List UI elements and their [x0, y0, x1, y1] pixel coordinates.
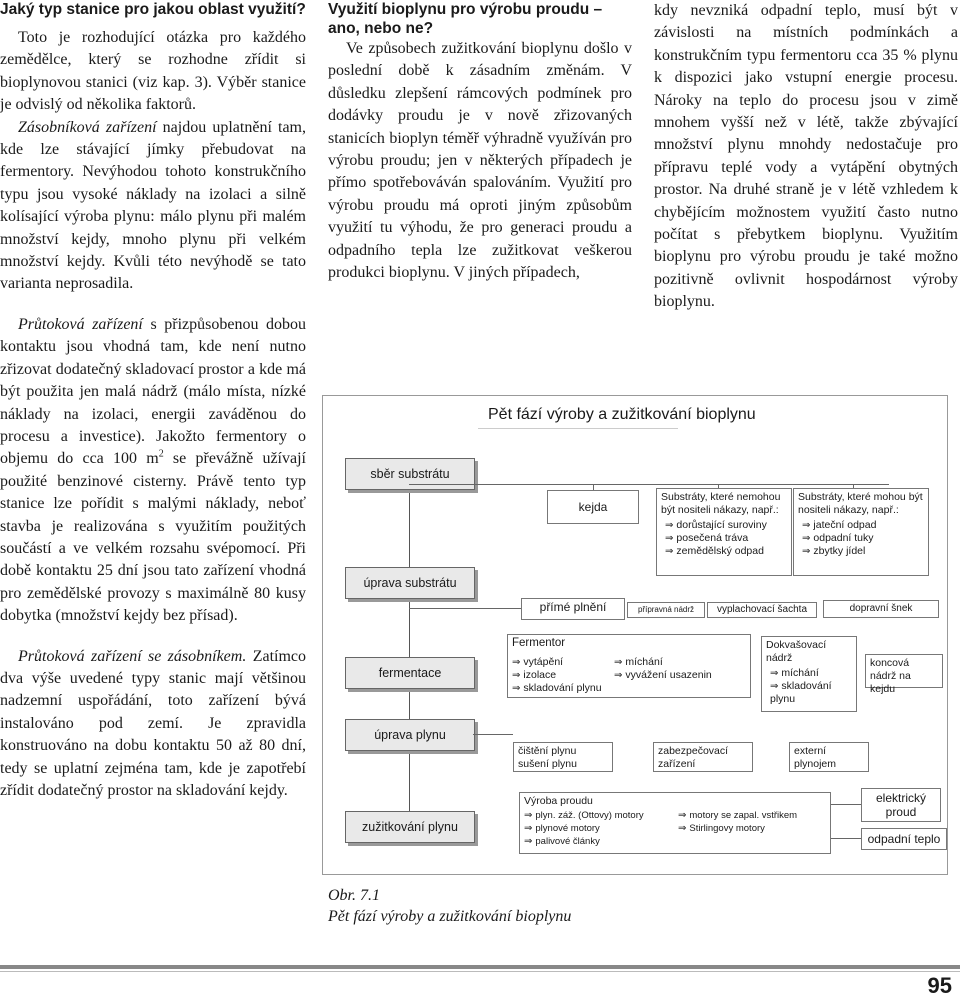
- arrow-icon: ⇒: [802, 533, 811, 544]
- arrow-icon: ⇒: [802, 546, 811, 557]
- fermentor-box: [507, 634, 751, 698]
- col1-p3-emphasis: Průtoková zařízení: [18, 315, 143, 333]
- vyroba-item: ⇒ motory se zapal. vstřikem: [678, 810, 798, 821]
- footer-rule-thin: [0, 971, 960, 972]
- arrow-icon: ⇒: [770, 668, 779, 679]
- stage-collection: sběr substrátu: [345, 458, 475, 490]
- fermentor-item: ⇒ izolace: [512, 669, 557, 681]
- electric-power-box: elektrický proud: [861, 788, 941, 822]
- power-generation-box: [519, 792, 831, 854]
- substrates-infection: [793, 488, 929, 576]
- col1-p3-text-a: s přizpůsobenou dobou kontaktu jsou vhodná tam, kde není nutno zřizovat dodatečný skladovací prostor a kde má být použita jen malá nádrž (málo místa, nízké náklady na izolaci, energii zaváděnou do procesu a investice). Jakožto fermentory o objemu do cca 100 m: [0, 315, 306, 468]
- sub-no-item: ⇒ zemědělský odpad: [665, 545, 764, 557]
- column-2: [328, 0, 632, 284]
- col2-heading: Využití bioplynu pro výrobu proudu – ano, nebo ne?: [328, 1, 603, 37]
- fermentor-item: ⇒ míchání: [614, 656, 663, 668]
- safety-devices-box: zabezpečovací zařízení: [653, 742, 753, 772]
- vyroba-item: ⇒ plyn. záž. (Ottovy) motory: [524, 810, 644, 821]
- col1-heading: Jaký typ stanice pro jakou oblast využití?: [0, 1, 306, 18]
- arrow-icon: ⇒: [678, 823, 687, 834]
- caption-number: Obr. 7.1: [328, 887, 381, 904]
- sub-no-item: ⇒ posečená tráva: [665, 532, 749, 544]
- arrow-icon: ⇒: [665, 520, 674, 531]
- sub-no-item: ⇒ dorůstající suroviny: [665, 519, 767, 531]
- footer-rule: [0, 965, 960, 969]
- row4-connector: [473, 734, 513, 735]
- flush-shaft-box: vyplachovací šachta: [707, 602, 817, 618]
- dokvasovaci-title: Dokvašovací nádrž: [766, 639, 827, 664]
- arrow-icon: ⇒: [512, 683, 521, 694]
- arrow-icon: ⇒: [614, 670, 623, 681]
- external-gasholder-box: externí plynojem: [789, 742, 869, 772]
- stage-substrate-prep: úprava substrátu: [345, 567, 475, 599]
- diagram-title: Pět fází výroby a zužitkování bioplynu: [488, 406, 756, 423]
- stage-gas-use: zužitkování plynu: [345, 811, 475, 843]
- prep-tank-box: přípravná nádrž: [627, 602, 705, 618]
- column-1: [0, 0, 306, 802]
- dokvasovaci-item: ⇒ míchání: [770, 667, 819, 679]
- final-slurry-tank: koncová nádrž na kejdu: [865, 654, 943, 688]
- arrow-icon: ⇒: [512, 670, 521, 681]
- col1-p4-text: Zatímco dva výše uvedené typy stanic mají většinou nadzemní uspořádání, toto zařízení bývá instalováno pod zemí. Je zpravidla konstruováno na dobu kontaktu 50 až 80 dní, tedy se uplatní zejména tam, kde je zapotřebí zřídit dodatečný prostor na skladování kejdy.: [0, 647, 306, 799]
- arrow-icon: ⇒: [512, 657, 521, 668]
- direct-fill-box: přímé plnění: [521, 598, 625, 620]
- waste-heat-box: odpadní teplo: [861, 828, 947, 850]
- vyroba-item: ⇒ plynové motory: [524, 823, 600, 834]
- col1-paragraph-4: [0, 646, 306, 803]
- caption-text: Pět fází výroby a zužitkování bioplynu: [328, 908, 572, 925]
- gas-cleaning-box: čištění plynu sušení plynu: [513, 742, 613, 772]
- arrow-icon: ⇒: [524, 823, 533, 834]
- kejda-label: kejda: [578, 499, 608, 514]
- arrow-icon: ⇒: [802, 520, 811, 531]
- diagram-title-underline: [478, 428, 678, 429]
- electric-connector: [831, 804, 861, 805]
- col1-p4-emphasis: Průtoková zařízení se zásobníkem.: [18, 647, 247, 665]
- row1-connector: [409, 484, 889, 485]
- col2-paragraph-1: Ve způsobech zužitkování bioplynu došlo v poslední době k zásadním změnám. V důsledku zlepšení rámcových podmínek pro dodávky proudu je v nově zřizovaných stanicích bioplyn téměř výhradně využíván pro výrobu proudu; jen v některých případech je přímo spotřebováván spalováním. Využití pro výrobu proudu má oproti jiným způsobům využití tu výhodu, že pro generaci proudu a odpadního tepla lze zužitkovat veškerou produkci bioplynu. V jiných případech,: [328, 40, 632, 282]
- fermentor-title: Fermentor: [512, 637, 566, 649]
- sub-yes-title: Substráty, které mohou být nositeli nákazy, např.:: [798, 491, 923, 516]
- fermentor-item: ⇒ vytápění: [512, 656, 564, 668]
- col1-paragraph-2: [0, 117, 306, 296]
- stage-fermentation: fermentace: [345, 657, 475, 689]
- dokvasovaci-item: ⇒ skladování plynu: [770, 680, 832, 705]
- process-diagram: [322, 395, 948, 875]
- arrow-icon: ⇒: [665, 533, 674, 544]
- col1-paragraph-3: [0, 314, 306, 628]
- figure-caption: [328, 885, 571, 927]
- substrates-no-infection: [656, 488, 792, 576]
- arrow-icon: ⇒: [770, 681, 779, 692]
- page-number: 95: [927, 973, 952, 998]
- arrow-icon: ⇒: [524, 836, 533, 847]
- col1-p3-sup: 2: [158, 448, 164, 460]
- vyroba-title: Výroba proudu: [524, 795, 593, 807]
- sub-no-title: Substráty, které nemohou být nositeli nákazy, např.:: [661, 491, 781, 516]
- sub-yes-item: ⇒ jateční odpad: [802, 519, 877, 531]
- arrow-icon: ⇒: [665, 546, 674, 557]
- col3-paragraph-1: kdy nevzniká odpadní teplo, musí být v závislosti na místních podmínkách a konstrukčním typu fermentoru cca 35 % plynu k dispozici jako vstupní energie procesu. Nároky na teplo do procesu jsou v zimě mnohem vyšší než v létě, takže zbývající množství plynu mnohdy nedostačuje pro přípravu teplé vody a vytápění obytných prostor. Na druhé straně je v létě vzhledem k chybějícím možnostem využití často nutno počítat s přebytkem bioplynu. Využitím bioplynu pro výrobu proudu je také možno pozitivně ovlivnit hospodárnost výroby bioplynu.: [654, 2, 958, 311]
- arrow-icon: ⇒: [524, 810, 533, 821]
- fermentor-item: ⇒ vyvážení usazenin: [614, 669, 712, 681]
- col1-p3-text-b: se převážně užívají použité benzinové cisterny. Právě tento typ stanice lze pořídit s malými náklady, neboť stavba je realizována s využitím použitých součástí a ve velkém rozsahu svépomocí. Při době kontaktu 25 dní jsou tato zařízení vhodná pro zemědělské provozy s maximálně 80 kusy dobytka (množství kejdy bez přísad).: [0, 450, 306, 625]
- col1-paragraph-1: Toto je rozhodující otázka pro každého zemědělce, který se rozhodne zřídit si bioplynovou stanici (viz kap. 3). Výběr stanice je odvislý od několika faktorů.: [0, 29, 306, 114]
- sub-yes-item: ⇒ zbytky jídel: [802, 545, 866, 557]
- post-fermentation-tank: [761, 636, 857, 712]
- stage-gas-prep: úprava plynu: [345, 719, 475, 751]
- col1-p2-emphasis: Zásobníková zařízení: [18, 118, 157, 136]
- column-3: [654, 0, 958, 314]
- arrow-icon: ⇒: [678, 810, 687, 821]
- vyroba-item: ⇒ palivové články: [524, 836, 600, 847]
- fermentor-item: ⇒ skladování plynu: [512, 682, 602, 694]
- screw-conveyor-box: dopravní šnek: [823, 600, 939, 618]
- arrow-icon: ⇒: [614, 657, 623, 668]
- sub-yes-item: ⇒ odpadní tuky: [802, 532, 874, 544]
- vyroba-item: ⇒ Stirlingovy motory: [678, 823, 765, 834]
- col1-p2-text: najdou uplatnění tam, kde lze stávající jímky přebudovat na fermentory. Nevýhodou tohoto konstrukčního typu jsou vysoké náklady na izolaci a silně kolísající výroba plynu: málo plynu při malém množství kejdy, mnoho plynu při velkém množství kejdy. Kvůli této nevýhodě se tato varianta neprosadila.: [0, 118, 306, 293]
- heat-connector: [831, 838, 861, 839]
- kejda-box: [547, 490, 639, 524]
